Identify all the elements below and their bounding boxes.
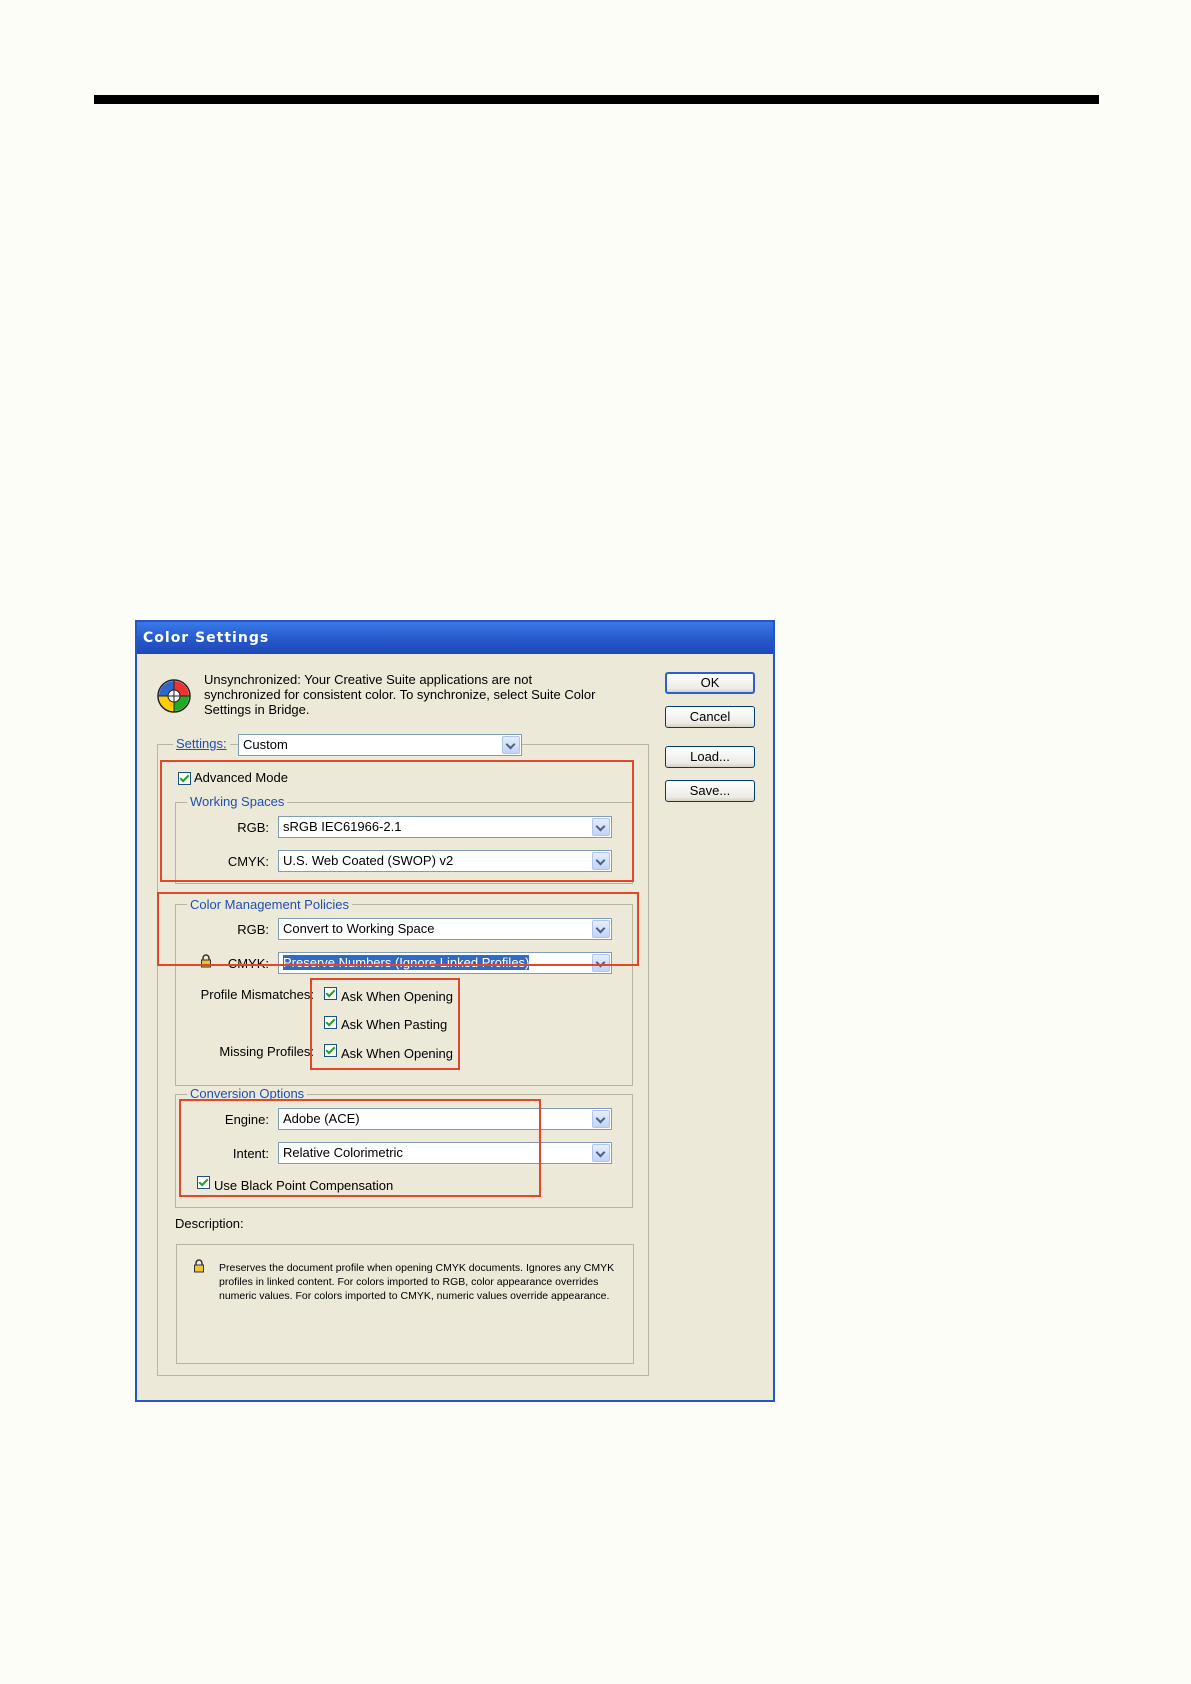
ask-missing-opening-checkbox[interactable] [324, 1044, 337, 1057]
window-title[interactable]: Color Settings [137, 622, 773, 654]
lock-icon [193, 1259, 205, 1273]
load-button[interactable]: Load... [665, 746, 755, 768]
policy-cmyk-value: Preserve Numbers (Ignore Linked Profiles) [283, 955, 530, 970]
ws-rgb-select[interactable] [278, 816, 612, 838]
color-settings-dialog [135, 620, 775, 1402]
ws-rgb-label: RGB: [237, 820, 269, 835]
dialog-content [137, 654, 773, 1400]
engine-select[interactable] [278, 1108, 612, 1130]
advanced-mode-label: Advanced Mode [194, 770, 288, 785]
intent-label: Intent: [232, 1146, 269, 1161]
page-top-rule [94, 95, 1099, 104]
ask-missing-opening-label: Ask When Opening [341, 1046, 454, 1061]
intent-value: Relative Colorimetric [283, 1145, 403, 1160]
ask-opening-label: Ask When Opening [341, 989, 454, 1004]
chevron-down-icon[interactable] [592, 954, 610, 972]
ask-opening-checkbox[interactable] [324, 987, 337, 1000]
policy-cmyk-label: CMYK: [227, 956, 269, 971]
missing-profiles-label: Missing Profiles: [219, 1044, 314, 1059]
conversion-title: Conversion Options [187, 1086, 307, 1101]
color-wheel-icon [156, 678, 192, 714]
intent-select[interactable] [278, 1142, 612, 1164]
settings-label: Settings: [173, 736, 230, 751]
settings-value: Custom [243, 737, 288, 752]
chevron-down-icon[interactable] [592, 1144, 610, 1162]
profile-mismatches-label: Profile Mismatches: [200, 987, 314, 1002]
advanced-mode-checkbox[interactable] [178, 772, 191, 785]
policy-rgb-select[interactable] [278, 918, 612, 940]
working-spaces-title: Working Spaces [187, 794, 287, 809]
ws-cmyk-label: CMYK: [227, 854, 269, 869]
ask-pasting-checkbox[interactable] [324, 1016, 337, 1029]
ok-button[interactable]: OK [665, 672, 755, 694]
cancel-button[interactable]: Cancel [665, 706, 755, 728]
chevron-down-icon[interactable] [592, 1110, 610, 1128]
chevron-down-icon[interactable] [592, 818, 610, 836]
chevron-down-icon[interactable] [502, 736, 520, 754]
settings-select[interactable] [238, 734, 522, 756]
engine-label: Engine: [224, 1112, 269, 1127]
ws-rgb-value: sRGB IEC61966-2.1 [283, 819, 402, 834]
description-box [176, 1244, 634, 1364]
chevron-down-icon[interactable] [592, 920, 610, 938]
engine-value: Adobe (ACE) [283, 1111, 360, 1126]
description-label: Description: [175, 1216, 244, 1231]
chevron-down-icon[interactable] [592, 852, 610, 870]
policy-cmyk-select[interactable] [278, 952, 612, 974]
black-point-label: Use Black Point Compensation [214, 1178, 394, 1193]
description-text: Preserves the document profile when opening CMYK documents. Ignores any CMYK profiles in linked content. For colors imported to RGB, color appearance overrides numeric values. For colors imported to CMYK, numeric values override appearance. [219, 1262, 615, 1302]
policy-rgb-label: RGB: [237, 922, 269, 937]
black-point-checkbox[interactable] [197, 1176, 210, 1189]
policy-rgb-value: Convert to Working Space [283, 921, 435, 936]
policies-title: Color Management Policies [187, 897, 352, 912]
save-button[interactable]: Save... [665, 780, 755, 802]
ws-cmyk-value: U.S. Web Coated (SWOP) v2 [283, 853, 454, 868]
sync-message: Unsynchronized: Your Creative Suite applications are not synchronized for consistent color. To synchronize, select Suite Color Settings in Bridge. [204, 672, 596, 717]
ws-cmyk-select[interactable] [278, 850, 612, 872]
ask-pasting-label: Ask When Pasting [341, 1017, 448, 1032]
